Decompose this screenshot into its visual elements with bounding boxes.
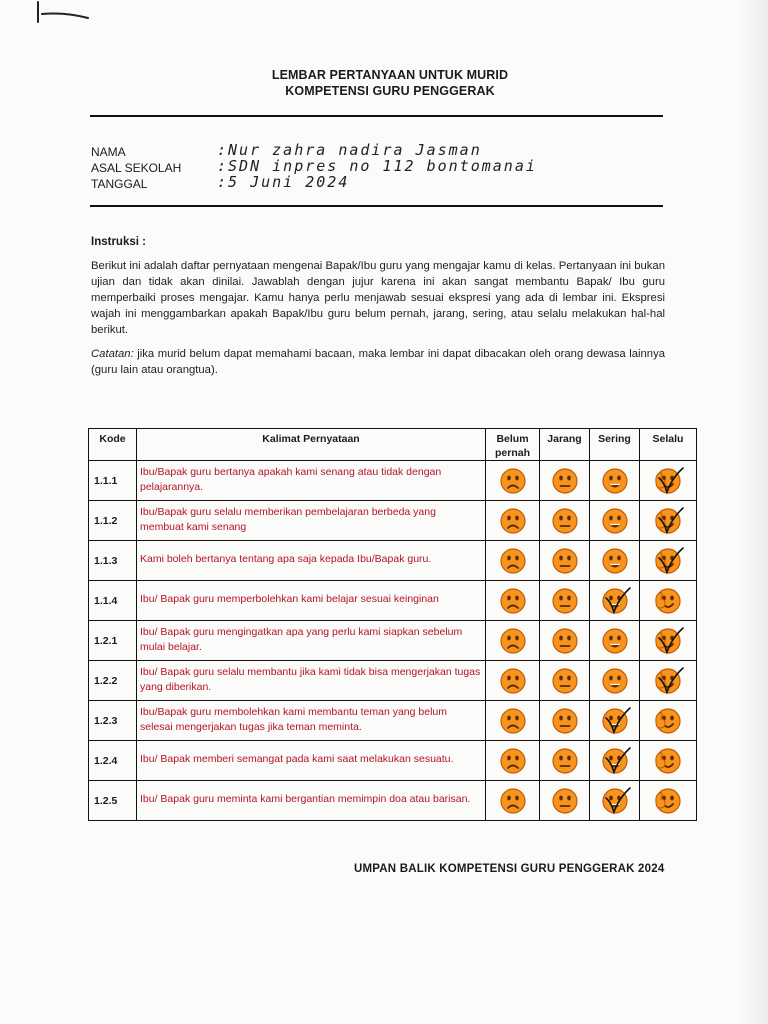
neutral-face-icon — [550, 506, 580, 536]
sad-face-icon — [498, 466, 528, 496]
header-sering: Sering — [590, 429, 640, 461]
thumbs-up-face-icon — [653, 506, 683, 536]
table-row — [89, 781, 697, 821]
row-statement: Ibu/ Bapak guru meminta kami bergantian memimpin doa atau barisan. — [137, 781, 486, 821]
thumbs-up-face-icon — [653, 546, 683, 576]
neutral-face-icon — [550, 706, 580, 736]
header-selalu: Selalu — [640, 429, 697, 461]
response-cell-belum-pernah[interactable] — [486, 741, 540, 781]
sad-face-icon — [498, 626, 528, 656]
divider-bottom — [90, 205, 663, 207]
row-code: 1.1.3 — [89, 541, 137, 581]
response-cell-belum-pernah[interactable] — [486, 701, 540, 741]
divider-top — [90, 115, 663, 117]
smiling-face-icon — [600, 626, 630, 656]
response-cell-selalu[interactable] — [640, 621, 697, 661]
thumbs-up-face-icon — [653, 746, 683, 776]
response-cell-sering[interactable] — [590, 741, 640, 781]
smiling-face-icon — [600, 666, 630, 696]
response-cell-sering[interactable] — [590, 581, 640, 621]
row-code: 1.2.1 — [89, 621, 137, 661]
response-cell-jarang[interactable] — [540, 661, 590, 701]
school-label: ASAL SEKOLAH — [91, 161, 182, 175]
note-text: jika murid belum dapat memahami bacaan, maka lembar ini dapat dibacakan oleh orang dewasa lainnya (guru lain atau orangtua). — [91, 348, 665, 376]
document-title: LEMBAR PERTANYAAN UNTUK MURID — [271, 68, 509, 82]
sad-face-icon — [498, 586, 528, 616]
response-cell-jarang[interactable] — [540, 621, 590, 661]
smiling-face-icon — [600, 586, 630, 616]
response-cell-selalu[interactable] — [640, 461, 697, 501]
table-row — [89, 461, 697, 501]
questionnaire-table — [88, 428, 697, 821]
table-row — [89, 701, 697, 741]
response-cell-sering[interactable] — [590, 701, 640, 741]
table-row — [89, 581, 697, 621]
response-cell-selalu[interactable] — [640, 501, 697, 541]
response-cell-jarang[interactable] — [540, 701, 590, 741]
neutral-face-icon — [550, 546, 580, 576]
response-cell-selalu[interactable] — [640, 741, 697, 781]
row-statement: Ibu/Bapak guru membolehkan kami membantu teman yang belum selesai mengerjakan tugas jika teman meminta. — [137, 701, 486, 741]
smiling-face-icon — [600, 506, 630, 536]
smiling-face-icon — [600, 466, 630, 496]
response-cell-selalu[interactable] — [640, 701, 697, 741]
sad-face-icon — [498, 506, 528, 536]
thumbs-up-face-icon — [653, 666, 683, 696]
response-cell-selalu[interactable] — [640, 581, 697, 621]
header-kode: Kode — [89, 429, 137, 461]
thumbs-up-face-icon — [653, 466, 683, 496]
sad-face-icon — [498, 666, 528, 696]
response-cell-belum-pernah[interactable] — [486, 781, 540, 821]
response-cell-jarang[interactable] — [540, 781, 590, 821]
response-cell-belum-pernah[interactable] — [486, 621, 540, 661]
school-value: :SDN inpres no 112 bontomanai — [217, 157, 537, 175]
response-cell-jarang[interactable] — [540, 501, 590, 541]
response-cell-belum-pernah[interactable] — [486, 661, 540, 701]
footer-title: UMPAN BALIK KOMPETENSI GURU PENGGERAK 2024 — [354, 863, 665, 875]
date-value: :5 Juni 2024 — [217, 173, 350, 191]
instructions-label: Instruksi : — [91, 236, 146, 248]
thumbs-up-face-icon — [653, 706, 683, 736]
response-cell-sering[interactable] — [590, 541, 640, 581]
response-cell-belum-pernah[interactable] — [486, 501, 540, 541]
row-code: 1.1.1 — [89, 461, 137, 501]
neutral-face-icon — [550, 746, 580, 776]
response-cell-sering[interactable] — [590, 621, 640, 661]
thumbs-up-face-icon — [653, 626, 683, 656]
row-code: 1.1.4 — [89, 581, 137, 621]
row-code: 1.2.4 — [89, 741, 137, 781]
pen-stroke-mark — [30, 0, 92, 26]
row-statement: Ibu/ Bapak guru selalu membantu jika kami tidak bisa mengerjakan tugas yang diberikan. — [137, 661, 486, 701]
table-row — [89, 741, 697, 781]
row-statement: Ibu/ Bapak guru memperbolehkan kami belajar sesuai keinginan — [137, 581, 486, 621]
note-label: Catatan: — [91, 348, 134, 360]
response-cell-selalu[interactable] — [640, 661, 697, 701]
neutral-face-icon — [550, 626, 580, 656]
response-cell-belum-pernah[interactable] — [486, 581, 540, 621]
table-header-row — [89, 429, 697, 461]
sad-face-icon — [498, 786, 528, 816]
header-statement: Kalimat Pernyataan — [137, 429, 486, 461]
neutral-face-icon — [550, 586, 580, 616]
table-row — [89, 501, 697, 541]
sad-face-icon — [498, 746, 528, 776]
response-cell-jarang[interactable] — [540, 461, 590, 501]
row-statement: Kami boleh bertanya tentang apa saja kepada Ibu/Bapak guru. — [137, 541, 486, 581]
smiling-face-icon — [600, 746, 630, 776]
row-code: 1.1.2 — [89, 501, 137, 541]
response-cell-belum-pernah[interactable] — [486, 461, 540, 501]
response-cell-jarang[interactable] — [540, 581, 590, 621]
response-cell-sering[interactable] — [590, 461, 640, 501]
response-cell-sering[interactable] — [590, 501, 640, 541]
table-row — [89, 661, 697, 701]
neutral-face-icon — [550, 666, 580, 696]
name-label: NAMA — [91, 145, 126, 159]
response-cell-belum-pernah[interactable] — [486, 541, 540, 581]
row-code: 1.2.5 — [89, 781, 137, 821]
neutral-face-icon — [550, 466, 580, 496]
instructions-paragraph: Berikut ini adalah daftar pernyataan mengenai Bapak/Ibu guru yang mengajar kamu di kelas. Pertanyaan ini bukan ujian dan tidak akan dinilai. Jawablah dengan jujur karena ini akan sangat membantu Bapak/ Ibu guru memperbaiki proses mengajar. Kamu hanya perlu menjawab sesuai ekspresi yang ada di lembar ini. Ekspresi wajah ini menggambarkan apakah Bapak/Ibu guru belum pernah, jarang, sering, atau selalu melakukan hal-hal berikut. — [91, 260, 665, 336]
row-code: 1.2.3 — [89, 701, 137, 741]
date-label: TANGGAL — [91, 177, 148, 191]
response-cell-selalu[interactable] — [640, 781, 697, 821]
thumbs-up-face-icon — [653, 586, 683, 616]
response-cell-jarang[interactable] — [540, 541, 590, 581]
thumbs-up-face-icon — [653, 786, 683, 816]
smiling-face-icon — [600, 546, 630, 576]
row-statement: Ibu/Bapak guru bertanya apakah kami senang atau tidak dengan pelajarannya. — [137, 461, 486, 501]
instructions-note — [91, 346, 665, 378]
table-row — [89, 621, 697, 661]
response-cell-selalu[interactable] — [640, 541, 697, 581]
smiling-face-icon — [600, 786, 630, 816]
header-belum-pernah: Belum pernah — [486, 429, 540, 461]
document-subtitle: KOMPETENSI GURU PENGGERAK — [285, 84, 495, 98]
sad-face-icon — [498, 706, 528, 736]
response-cell-sering[interactable] — [590, 781, 640, 821]
response-cell-jarang[interactable] — [540, 741, 590, 781]
row-code: 1.2.2 — [89, 661, 137, 701]
header-jarang: Jarang — [540, 429, 590, 461]
response-cell-sering[interactable] — [590, 661, 640, 701]
neutral-face-icon — [550, 786, 580, 816]
smiling-face-icon — [600, 706, 630, 736]
table-row — [89, 541, 697, 581]
sad-face-icon — [498, 546, 528, 576]
row-statement: Ibu/ Bapak memberi semangat pada kami saat melakukan sesuatu. — [137, 741, 486, 781]
row-statement: Ibu/Bapak guru selalu memberikan pembelajaran berbeda yang membuat kami senang — [137, 501, 486, 541]
row-statement: Ibu/ Bapak guru mengingatkan apa yang perlu kami siapkan sebelum mulai belajar. — [137, 621, 486, 661]
name-value: :Nur zahra nadira Jasman — [217, 141, 482, 159]
